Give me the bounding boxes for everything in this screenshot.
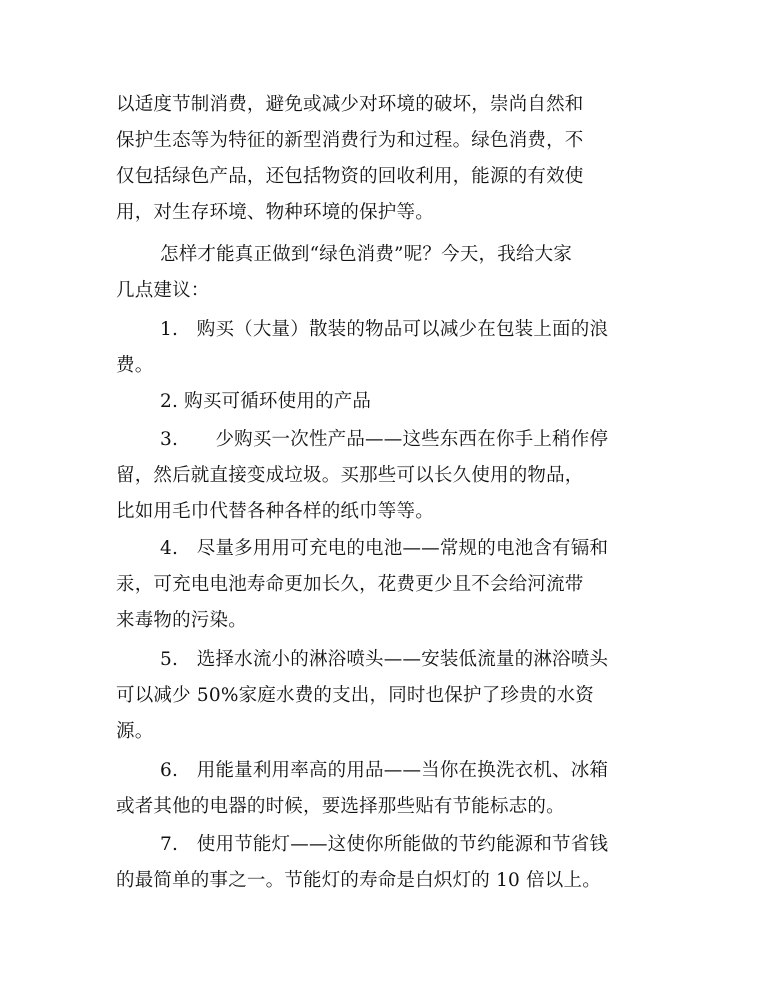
text-line: 的最简单的事之一。节能灯的寿命是白炽灯的 10 倍以上。 xyxy=(116,870,601,891)
text-line: 仅包括绿色产品，还包括物资的回收利用，能源的有效使 xyxy=(116,166,584,187)
text-line: 汞，可充电电池寿命更加长久，花费更少且不会给河流带 xyxy=(116,574,584,595)
list-item-5: 5. 选择水流小的淋浴喷头——安装低流量的淋浴喷头 xyxy=(160,649,609,670)
text-line: 用，对生存环境、物种环境的保护等。 xyxy=(116,202,434,223)
list-item-7: 7. 使用节能灯——这使你所能做的节约能源和节省钱 xyxy=(160,834,609,855)
list-item-6: 6. 用能量利用率高的用品——当你在换洗衣机、冰箱 xyxy=(160,760,609,781)
text-line: 可以减少 50%家庭水费的支出，同时也保护了珍贵的水资 xyxy=(116,685,594,706)
text-line: 或者其他的电器的时候，要选择那些贴有节能标志的。 xyxy=(116,796,565,817)
list-item-4: 4. 尽量多用用可充电的电池——常规的电池含有镉和 xyxy=(160,538,609,559)
text-line: 费。 xyxy=(116,355,154,376)
list-item-2: 2. 购买可循环使用的产品 xyxy=(160,391,372,412)
text-line: 以适度节制消费，避免或减少对环境的破坏，崇尚自然和 xyxy=(116,94,584,115)
paragraph-first-line: 怎样才能真正做到“绿色消费”呢？今天，我给大家 xyxy=(160,244,573,265)
list-item-1: 1. 购买（大量）散装的物品可以减少在包装上面的浪 xyxy=(160,319,609,340)
text-line: 源。 xyxy=(116,721,154,742)
text-line: 比如用毛巾代替各种各样的纸巾等等。 xyxy=(116,501,434,522)
text-line: 保护生态等为特征的新型消费行为和过程。绿色消费，不 xyxy=(116,130,584,151)
list-item-3: 3. 少购买一次性产品——这些东西在你手上稍作停 xyxy=(160,429,609,450)
text-line: 留，然后就直接变成垃圾。买那些可以长久使用的物品， xyxy=(116,465,584,486)
text-line: 几点建议： xyxy=(116,280,210,301)
text-line: 来毒物的污染。 xyxy=(116,610,247,631)
